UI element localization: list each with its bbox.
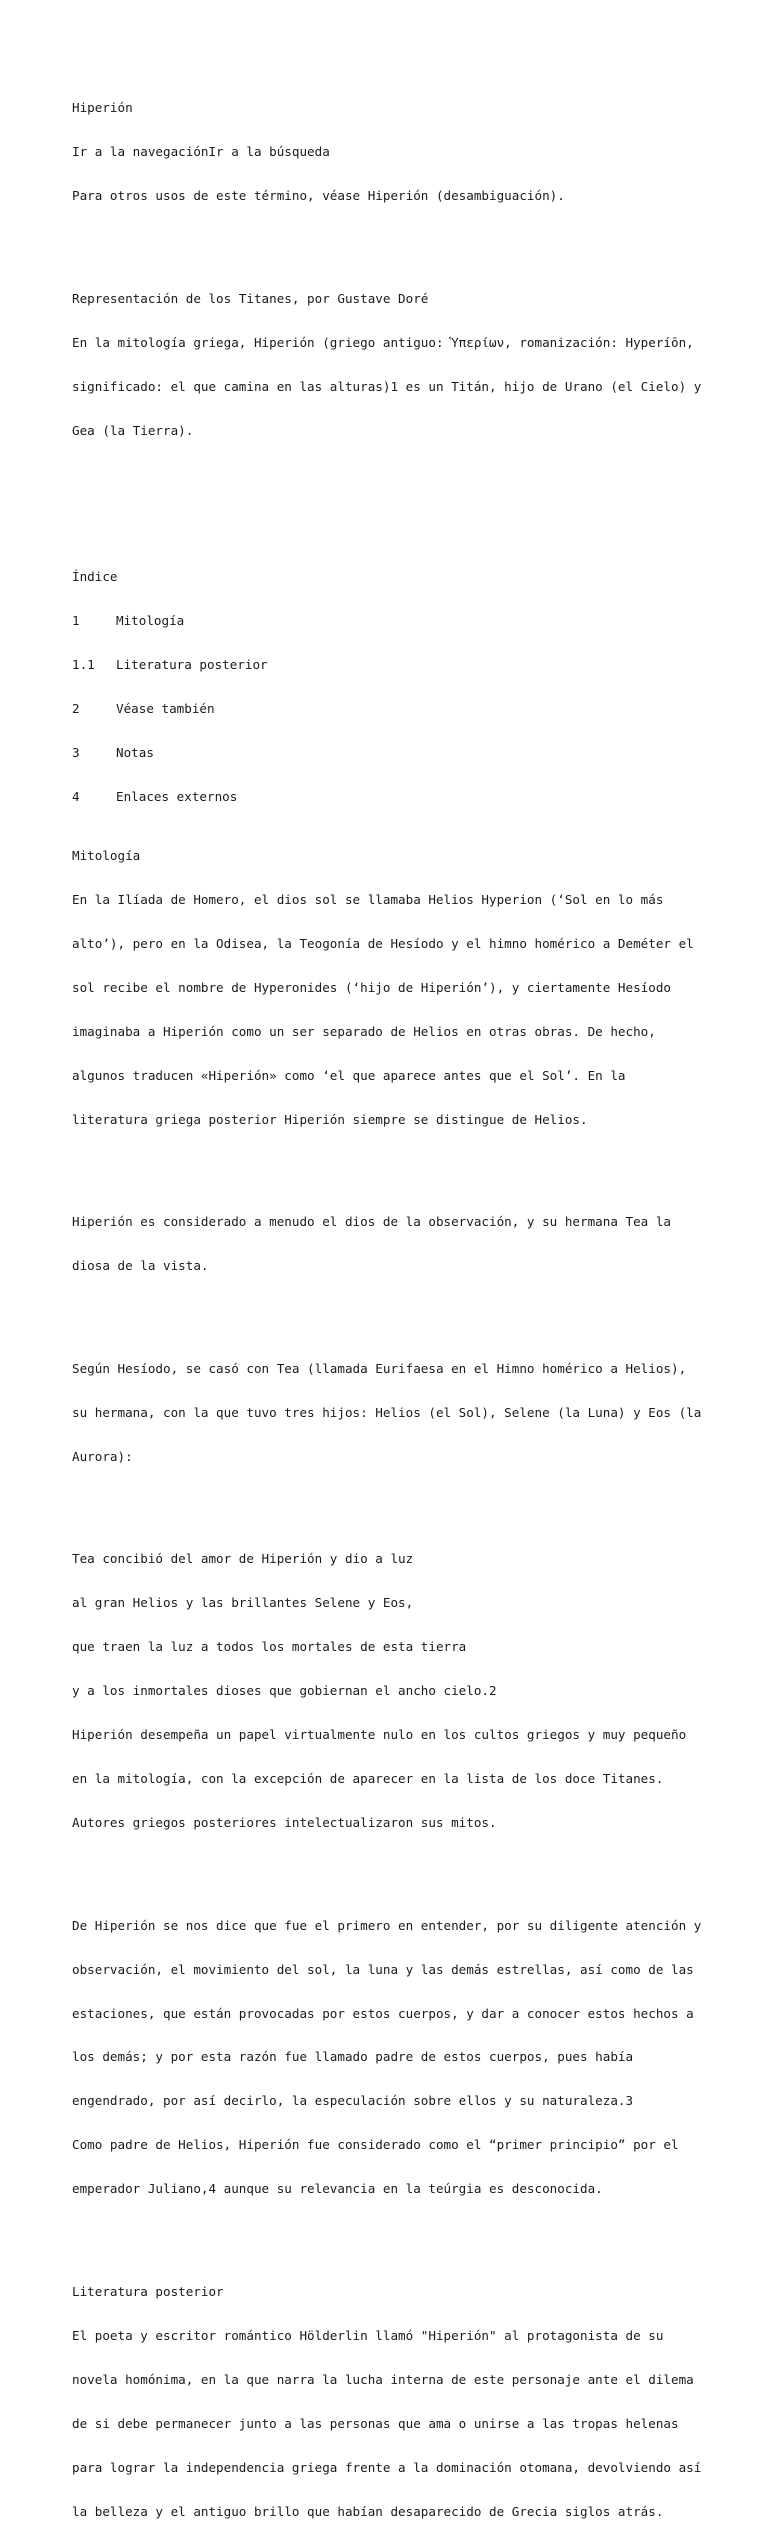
verse-line: que traen la luz a todos los mortales de esta tierra xyxy=(72,1639,467,1655)
disambiguation-note: Para otros usos de este término, véase Hiperión (desambiguación). xyxy=(72,188,565,204)
paragraph-line: su hermana, con la que tuvo tres hijos: Helios (el Sol), Selene (la Luna) y Eos (la xyxy=(72,1404,702,1420)
spacer xyxy=(72,1157,712,1172)
section-heading-literatura: Literatura posterior xyxy=(72,2283,224,2299)
paragraph-line: En la Ilíada de Homero, el dios sol se llamaba Helios Hyperion (‘Sol en lo más xyxy=(72,891,664,907)
paragraph-line: estaciones, que están provocadas por estos cuerpos, y dar a conocer estos hechos a xyxy=(72,2005,694,2021)
paragraph-line: Autores griegos posteriores intelectualizaron sus mitos. xyxy=(72,1815,497,1830)
toc-item-number: 4 xyxy=(72,789,80,805)
paragraph-line: diosa de la vista. xyxy=(72,1258,209,1274)
spacer xyxy=(72,2226,712,2241)
toc-item xyxy=(72,614,712,629)
toc-item-label: Notas xyxy=(116,745,154,761)
spacer xyxy=(72,468,712,483)
toc-item-number: 2 xyxy=(72,701,80,717)
paragraph-line: sol recibe el nombre de Hyperonides (‘hijo de Hiperión’), y ciertamente Hesíodo xyxy=(72,979,671,995)
verse-line: Tea concibió del amor de Hiperión y dio a luz xyxy=(72,1551,414,1567)
paragraph-line: Hiperión desempeña un papel virtualmente nulo en los cultos griegos y muy pequeño xyxy=(72,1727,687,1743)
toc-item-label: Mitología xyxy=(116,613,185,629)
paragraph-line: para lograr la independencia griega frente a la dominación otomana, devolviendo así xyxy=(72,2459,702,2475)
paragraph-line: novela homónima, en la que narra la lucha interna de este personaje ante el dilema xyxy=(72,2371,694,2387)
intro-line: En la mitología griega, Hiperión (griego antiguo: Ὑπερίων, romanización: Hyperíōn, xyxy=(72,334,694,350)
section-heading-mitologia: Mitología xyxy=(72,847,141,863)
paragraph-line: en la mitología, con la excepción de aparecer en la lista de los doce Titanes. xyxy=(72,1771,664,1787)
toc-item-label: Literatura posterior xyxy=(116,657,268,673)
paragraph-line: El poeta y escritor romántico Hölderlin llamó "Hiperión" al protagonista de su xyxy=(72,2327,664,2343)
page-title: Hiperión xyxy=(72,100,133,116)
paragraph-line: imaginaba a Hiperión como un ser separado de Helios en otras obras. De hecho, xyxy=(72,1023,656,1039)
paragraph-line: la belleza y el antiguo brillo que habían desaparecido de Grecia siglos atrás. xyxy=(72,2503,664,2519)
paragraph-line: algunos traducen «Hiperión» como ‘el que aparece antes que el Sol’. En la xyxy=(72,1067,626,1083)
paragraph-line: los demás; y por esta razón fue llamado padre de estos cuerpos, pues había xyxy=(72,2049,634,2065)
spacer xyxy=(72,1494,712,1509)
nav-links-text: Ir a la navegaciónIr a la búsqueda xyxy=(72,144,330,160)
paragraph-line: de si debe permanecer junto a las personas que ama o unirse a las tropas helenas xyxy=(72,2415,679,2431)
verse-line: al gran Helios y las brillantes Selene y Eos, xyxy=(72,1595,414,1611)
paragraph-line: emperador Juliano,4 aunque su relevancia en la teúrgia es desconocida. xyxy=(72,2181,603,2197)
toc-item-number: 1.1 xyxy=(72,657,95,673)
paragraph-line: alto’), pero en la Odisea, la Teogonía de Hesíodo y el himno homérico a Deméter el xyxy=(72,935,694,951)
paragraph-line: Aurora): xyxy=(72,1448,133,1464)
toc-item-number: 3 xyxy=(72,745,80,761)
paragraph-line: literatura griega posterior Hiperión siempre se distingue de Helios. xyxy=(72,1111,588,1127)
paragraph-line: Hiperión es considerado a menudo el dios de la observación, y su hermana Tea la xyxy=(72,1214,671,1230)
paragraph-line: De Hiperión se nos dice que fue el primero en entender, por su diligente atención y xyxy=(72,1917,702,1933)
toc-item-number: 1 xyxy=(72,613,80,629)
intro-line: significado: el que camina en las alturas)1 es un Titán, hijo de Urano (el Cielo) y xyxy=(72,378,702,394)
document-body xyxy=(72,72,712,2534)
spacer xyxy=(72,233,712,248)
intro-line: Gea (la Tierra). xyxy=(72,422,194,438)
paragraph-line: Según Hesíodo, se casó con Tea (llamada Eurifaesa en el Himno homérico a Helios), xyxy=(72,1360,687,1376)
toc-title: Índice xyxy=(72,569,118,585)
toc-item-label: Véase también xyxy=(116,701,215,717)
image-caption: Representación de los Titanes, por Gustave Doré xyxy=(72,290,429,306)
spacer xyxy=(72,1860,712,1875)
spacer xyxy=(72,1303,712,1318)
paragraph-line: observación, el movimiento del sol, la luna y las demás estrellas, así como de las xyxy=(72,1961,694,1977)
verse-line: y a los inmortales dioses que gobiernan el ancho cielo.2 xyxy=(72,1683,497,1699)
toc-item-label: Enlaces externos xyxy=(116,789,238,805)
spacer xyxy=(72,512,712,527)
toc-item xyxy=(72,658,712,673)
paragraph-line: engendrado, por así decirlo, la especulación sobre ellos y su naturaleza.3 xyxy=(72,2093,634,2109)
paragraph-line: Como padre de Helios, Hiperión fue considerado como el “primer principio” por el xyxy=(72,2137,679,2153)
toc-item xyxy=(72,790,712,805)
toc-item xyxy=(72,746,712,761)
toc-item xyxy=(72,702,712,717)
